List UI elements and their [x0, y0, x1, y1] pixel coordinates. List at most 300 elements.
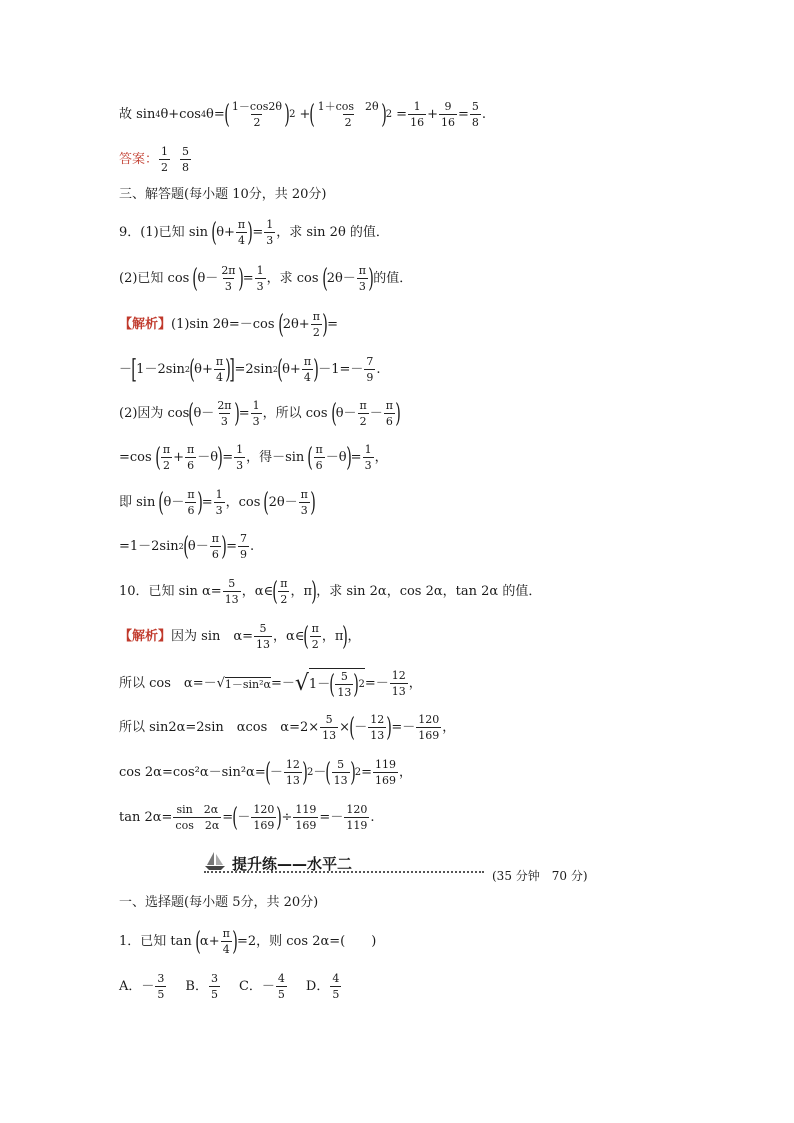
fraction [416, 713, 441, 742]
question-9-2 [119, 264, 412, 293]
text: . [250, 539, 255, 554]
fraction [316, 100, 381, 129]
option-a[interactable] [119, 972, 167, 1001]
den: 5 [157, 988, 165, 1001]
text: =－ [270, 676, 295, 691]
text: = [242, 271, 254, 286]
text: =－ [364, 676, 389, 691]
num: 2π [217, 399, 232, 412]
text: 即 sin [119, 495, 156, 510]
paren: ) [276, 802, 283, 833]
question-10 [119, 577, 541, 606]
section-title: 提升练——水平二 [232, 854, 353, 873]
paren: ( [183, 531, 189, 562]
text: ，cos [225, 495, 261, 510]
text: ，所以 cos [262, 406, 328, 421]
fraction [384, 399, 395, 428]
fraction [358, 399, 369, 428]
den: 4 [303, 371, 311, 384]
text: cos 2α=cos²α－sin²α= [119, 765, 266, 780]
text: 的值． [373, 271, 413, 286]
fraction [236, 218, 247, 247]
paren: ( [321, 263, 328, 294]
text: = [350, 450, 362, 465]
text: ， [442, 720, 456, 735]
options-row [119, 972, 342, 1001]
text: θ－ [197, 271, 219, 286]
text: － [269, 765, 283, 780]
fraction [293, 803, 318, 832]
text: ， [347, 629, 361, 644]
den: 3 [300, 504, 308, 517]
fraction [180, 145, 191, 174]
den: 3 [364, 459, 372, 472]
fraction [214, 488, 225, 517]
den: 2 [312, 326, 320, 339]
solution-10-line-2 [119, 668, 422, 699]
den: cos 2α [175, 819, 220, 832]
den: 169 [375, 774, 397, 787]
analysis-label: 【解析】 [119, 317, 172, 332]
num: π [222, 927, 230, 940]
solution-9-line-3 [119, 399, 400, 428]
text: 9．(1)已知 sin [119, 225, 209, 240]
text: (2)因为 cos [119, 406, 190, 421]
option-b[interactable] [185, 972, 221, 1001]
text: . [481, 107, 487, 122]
text: =cos [119, 450, 152, 465]
fraction [284, 758, 302, 787]
text: 故 sin [119, 107, 156, 122]
solution-10-line-3 [119, 713, 455, 742]
den: 2 [311, 638, 319, 651]
den: 6 [187, 459, 195, 472]
den: 169 [295, 819, 317, 832]
den: 6 [211, 548, 219, 561]
num: 1 [252, 399, 260, 412]
text: － [313, 765, 327, 780]
paren: ) [345, 442, 352, 473]
den: 13 [370, 729, 385, 742]
num: 7 [240, 532, 248, 545]
num: 1 [413, 100, 421, 113]
den: 13 [333, 774, 348, 787]
den: 3 [256, 280, 264, 293]
den: 2 [253, 116, 261, 129]
text: + [173, 450, 184, 465]
text: θ+ [282, 362, 301, 377]
fraction [332, 758, 350, 787]
fraction [344, 803, 369, 832]
fraction [310, 622, 321, 651]
fraction [221, 927, 232, 956]
bracket: [ [131, 354, 137, 385]
fraction [219, 264, 237, 293]
num: 5 [228, 577, 236, 590]
den: 6 [187, 504, 195, 517]
num: 5 [259, 622, 267, 635]
text: 2θ－ [268, 495, 298, 510]
text: ，求 sin 2α，cos 2α，tan 2α 的值． [316, 584, 542, 599]
text: tan 2α= [119, 810, 173, 825]
den: 3 [224, 280, 232, 293]
text: θ+ [194, 362, 213, 377]
fraction [223, 577, 241, 606]
text: =1－2sin [119, 539, 179, 554]
den: 3 [236, 459, 244, 472]
paren: ) [247, 217, 254, 248]
question-9-1 [119, 218, 389, 247]
paren: ) [233, 398, 240, 429]
text: B． [185, 979, 208, 994]
num: sin 2α [176, 803, 219, 816]
paren: ( [307, 442, 314, 473]
exp: 2 [354, 766, 362, 778]
text: － [119, 362, 133, 377]
text: ， [399, 765, 413, 780]
text: ， [374, 450, 388, 465]
den: 8 [471, 116, 479, 129]
solution-10-line-4 [119, 758, 412, 787]
text: . [370, 810, 375, 825]
option-d[interactable] [306, 972, 342, 1001]
section-heading [119, 188, 327, 201]
fraction [264, 218, 275, 247]
fraction [238, 532, 249, 561]
num: π [237, 218, 246, 231]
num: 3 [210, 972, 218, 985]
fraction [408, 100, 426, 129]
num: 5 [325, 713, 333, 726]
text: = [226, 539, 238, 554]
text: ÷ [281, 810, 293, 825]
paren: ( [189, 354, 195, 385]
text: θ－ [335, 406, 357, 421]
solution-9-line-4 [119, 443, 388, 472]
solution-10-line-1 [119, 622, 361, 651]
paren: ( [265, 757, 271, 788]
paren: ( [154, 442, 161, 473]
fraction [209, 972, 220, 1001]
text: 2θ+ [282, 317, 310, 332]
text: = [361, 765, 373, 780]
fraction [159, 145, 170, 174]
paren: ) [232, 926, 238, 957]
num: 1－cos2θ [231, 100, 282, 113]
exp: 2 [307, 766, 314, 778]
exp: 2 [178, 541, 184, 551]
fraction [357, 264, 368, 293]
num: 12 [391, 669, 406, 682]
fraction [439, 100, 457, 129]
num: π [280, 577, 288, 590]
solution-9-line-6 [119, 532, 254, 561]
den: 16 [440, 116, 455, 129]
den: 8 [182, 161, 190, 174]
paren: ( [303, 621, 310, 652]
exp: 4 [200, 109, 207, 119]
fraction [302, 355, 313, 384]
text: D． [305, 979, 330, 994]
den: 13 [224, 593, 239, 606]
text: = [222, 450, 234, 465]
text: =－ [391, 720, 416, 735]
num: π [215, 355, 224, 368]
num: π [186, 443, 195, 456]
den: 6 [315, 459, 323, 472]
sqrt-content [309, 668, 365, 699]
num: 119 [375, 758, 397, 771]
solution-9-line-1 [119, 310, 338, 339]
num: π [300, 488, 308, 501]
paren: ( [211, 217, 217, 248]
fraction [185, 488, 196, 517]
text: = [213, 107, 225, 122]
paren: ) [310, 487, 316, 518]
fraction [335, 670, 353, 699]
paren: ) [386, 712, 393, 743]
num: 4 [277, 972, 285, 985]
paren: ( [325, 757, 332, 788]
text: － [237, 810, 251, 825]
den: 3 [220, 415, 228, 428]
den: 3 [358, 280, 366, 293]
time-score-label: (35 分钟 70 分) [492, 869, 588, 883]
paren: ( [232, 802, 239, 833]
num: 1 [364, 443, 372, 456]
num: 7 [366, 355, 374, 368]
exp: 2 [385, 108, 393, 120]
fraction [390, 669, 408, 698]
num: 119 [295, 803, 317, 816]
question-1 [119, 927, 376, 956]
num: π [359, 399, 367, 412]
paren: ( [158, 487, 165, 518]
text: =2sin [234, 362, 273, 377]
fraction [255, 264, 266, 293]
paren: ) [342, 621, 349, 652]
den: 3 [252, 415, 260, 428]
paren: ) [313, 354, 319, 385]
num: 120 [346, 803, 368, 816]
paren: ) [237, 263, 244, 294]
fraction [215, 399, 233, 428]
text: ，α∈ [241, 584, 274, 599]
paren: ) [349, 757, 356, 788]
den: 13 [285, 774, 300, 787]
fraction [155, 972, 166, 1001]
paren: ( [277, 309, 284, 340]
text: θ－ [187, 539, 209, 554]
text: ，得－sin [246, 450, 305, 465]
fraction [299, 488, 310, 517]
analysis-label: 【解析】 [119, 629, 172, 644]
text: 1．已知 tan [119, 934, 192, 949]
exp: 2 [272, 364, 278, 374]
answer-line [119, 145, 192, 174]
text: ，π [290, 584, 313, 599]
den: 3 [266, 234, 274, 247]
exp: 2 [358, 678, 365, 690]
den: 119 [346, 819, 368, 832]
fraction [368, 713, 386, 742]
text: －θ [325, 450, 347, 465]
paren: ) [302, 757, 308, 788]
num: 12 [285, 758, 300, 771]
text: 因为 sin α= [171, 629, 254, 644]
fraction [363, 443, 374, 472]
den: 16 [410, 116, 425, 129]
num: 5 [340, 670, 348, 683]
den: 2 [162, 459, 170, 472]
text: + [299, 107, 311, 122]
paren: ) [380, 99, 387, 130]
paren: ) [311, 576, 317, 607]
option-c[interactable] [239, 972, 288, 1001]
fraction [373, 758, 398, 787]
text: －θ [197, 450, 219, 465]
num: π [312, 310, 320, 323]
paren: ) [368, 263, 374, 294]
num: 1 [215, 488, 223, 501]
num: π [385, 399, 393, 412]
text: ，π [321, 629, 344, 644]
den: 5 [210, 988, 218, 1001]
den: 169 [418, 729, 440, 742]
text: ，求 sin 2θ 的值． [276, 225, 389, 240]
paren: ( [188, 398, 195, 429]
solution-10-line-5 [119, 803, 374, 832]
text: 三、解答题(每小题 10分，共 20分) [119, 187, 327, 202]
num: 12 [370, 713, 385, 726]
text: = [238, 406, 250, 421]
fraction [320, 713, 338, 742]
sqrt-sign: √ [216, 676, 225, 691]
text: = [222, 810, 234, 825]
num: 5 [182, 145, 190, 158]
fraction [251, 399, 262, 428]
num: 1 [236, 443, 244, 456]
text: 一、选择题(每小题 5分，共 20分) [119, 895, 319, 910]
den: 2 [359, 415, 367, 428]
text: 1－ [308, 677, 331, 692]
num: π [315, 443, 323, 456]
paren: ) [217, 442, 223, 473]
solution-9-line-5 [119, 488, 315, 517]
fraction [234, 443, 245, 472]
text: (2)已知 cos [119, 271, 190, 286]
text: = [327, 317, 338, 332]
den: 9 [240, 548, 248, 561]
den: 2 [344, 116, 352, 129]
num: 4 [332, 972, 340, 985]
sqrt-sign: √ [294, 670, 309, 696]
text: = [457, 107, 469, 122]
text: 所以 cos α=－ [119, 676, 217, 691]
num: π [187, 488, 195, 501]
text: ，α∈ [273, 629, 305, 644]
text: α+ [199, 934, 220, 949]
text: + [427, 107, 438, 122]
text: 所以 sin2α=2sin αcos α=2× [119, 720, 320, 735]
text: θ [160, 107, 169, 122]
paren: ( [309, 99, 316, 130]
text: ， [408, 676, 422, 691]
paren: ( [329, 669, 336, 700]
den: 13 [337, 686, 352, 699]
fraction [330, 972, 341, 1001]
paren: ( [195, 926, 201, 957]
text: = [201, 495, 213, 510]
den: 2 [280, 593, 288, 606]
fraction [251, 803, 276, 832]
text: = [252, 225, 264, 240]
num: 9 [444, 100, 452, 113]
den: 4 [222, 943, 230, 956]
text: －1=－ [318, 362, 364, 377]
paren: ( [263, 487, 270, 518]
num: π [211, 532, 219, 545]
den: 2 [161, 161, 169, 174]
text: = [396, 107, 408, 122]
den: 4 [216, 371, 224, 384]
den: 13 [256, 638, 271, 651]
bracket: ] [229, 354, 236, 385]
answer-label: 答案： [119, 152, 159, 167]
den: 5 [332, 988, 340, 1001]
text: +cos [168, 107, 201, 122]
text: (1)sin 2θ=－cos [171, 317, 275, 332]
sqrt-content: 1－sin²α [224, 678, 271, 691]
fraction [230, 100, 284, 129]
num: 2π [221, 264, 236, 277]
paren: ( [349, 712, 355, 743]
num: 5 [337, 758, 345, 771]
num: 1＋cos 2θ [317, 100, 379, 113]
num: 120 [418, 713, 440, 726]
paren: ( [192, 263, 199, 294]
num: 120 [253, 803, 275, 816]
num: 3 [157, 972, 165, 985]
solution-9-line-2 [119, 355, 381, 384]
exp: 2 [184, 364, 191, 374]
den: 169 [253, 819, 275, 832]
text: 1－2sin [136, 362, 185, 377]
den: 13 [322, 729, 337, 742]
num: 1 [266, 218, 274, 231]
fraction [364, 355, 375, 384]
den: 5 [277, 988, 285, 1001]
paren: ( [330, 398, 337, 429]
paren: ( [272, 576, 278, 607]
paren: ) [225, 354, 232, 385]
fraction [254, 622, 272, 651]
paren: ( [277, 354, 283, 385]
num: 1 [161, 145, 169, 158]
text: － [369, 406, 383, 421]
fraction [278, 577, 289, 606]
text: θ [206, 107, 214, 122]
line-sin4-cos4 [119, 100, 486, 129]
paren: ( [224, 99, 230, 130]
num: π [311, 622, 319, 635]
num: π [303, 355, 312, 368]
den: 6 [385, 415, 393, 428]
fraction [276, 972, 287, 1001]
fraction [173, 803, 221, 832]
fraction [470, 100, 481, 129]
den: 3 [215, 504, 223, 517]
